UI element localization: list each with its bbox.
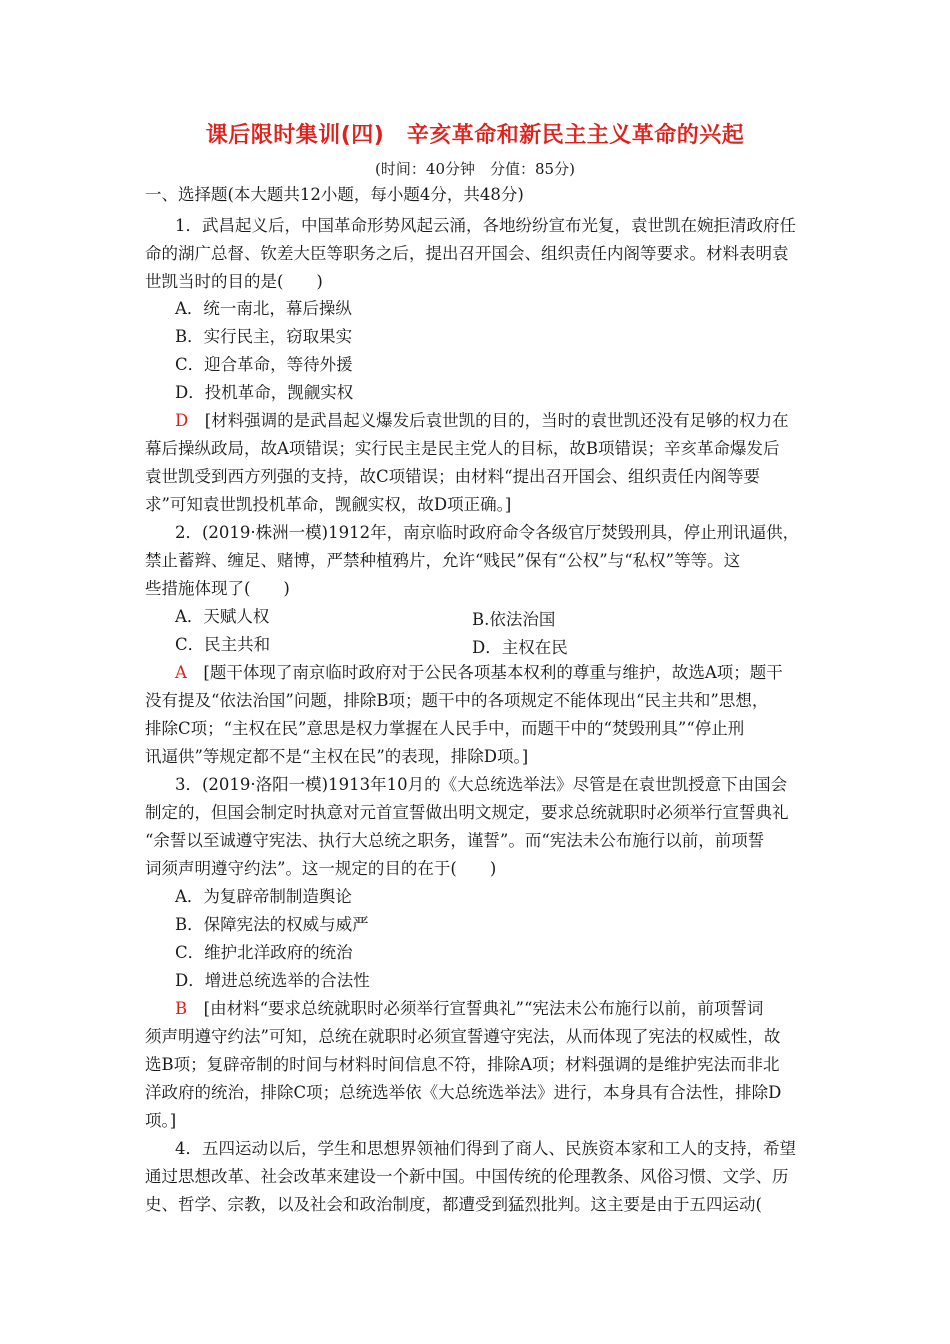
q2-option-d: D．主权在民 — [472, 638, 568, 657]
q1-option-b: B．实行民主，窃取果实 — [175, 327, 353, 346]
q2-explanation-line: 讯逼供”等规定都不是“主权在民”的表现，排除D项。] — [145, 747, 529, 766]
q3-explanation: [由材料“要求总统就职时必须举行宣誓典礼”“宪法未公布施行以前，前项誓词 — [203, 999, 764, 1018]
q3-stem-line: 词须声明遵守约法”。这一规定的目的在于( ) — [145, 859, 497, 878]
q1-answer-line — [175, 410, 789, 432]
q3-explanation-line: 洋政府的统治，排除C项；总统选举依《大总统选举法》进行，本身具有合法性，排除D — [145, 1083, 782, 1102]
q2-option-b: B.依法治国 — [472, 610, 556, 629]
q1-explanation: [材料强调的是武昌起义爆发后袁世凯的目的，当时的袁世凯还没有足够的权力在 — [204, 411, 789, 430]
q4-stem-line: 4．五四运动以后，学生和思想界领袖们得到了商人、民族资本家和工人的支持，希望 — [175, 1139, 796, 1158]
q2-answer-line — [175, 662, 783, 684]
q1-stem-line: 世凯当时的目的是( ) — [145, 272, 323, 291]
q2-answer: A — [175, 663, 187, 682]
q2-stem-line: 2．(2019·株洲一模)1912年，南京临时政府命令各级官厅焚毁刑具，停止刑讯逼供， — [175, 523, 800, 542]
q1-explanation-line: 袁世凯受到西方列强的支持，故C项错误；由材料“提出召开国会、组织责任内阁等要 — [145, 467, 761, 486]
q2-explanation-line: 排除C项；“主权在民”意思是权力掌握在人民手中，而题干中的“焚毁刑具”“停止刑 — [145, 719, 745, 738]
q3-stem-line: 制定的，但国会制定时执意对元首宣誓做出明文规定，要求总统就职时必须举行宣誓典礼 — [145, 803, 789, 822]
q1-answer: D — [175, 411, 189, 430]
q1-explanation-line: 求”可知袁世凯投机革命，觊觎实权，故D项正确。] — [145, 495, 512, 514]
q3-explanation-line: 选B项；复辟帝制的时间与材料时间信息不符，排除A项；材料强调的是维护宪法而非北 — [145, 1055, 780, 1074]
q1-option-d: D．投机革命，觊觎实权 — [175, 383, 354, 402]
q3-answer-line — [175, 998, 763, 1020]
q3-answer: B — [175, 999, 188, 1018]
q1-stem-line: 1．武昌起义后，中国革命形势风起云涌，各地纷纷宣布光复，袁世凯在婉拒清政府任 — [175, 216, 796, 235]
q2-option-a: A．天赋人权 — [175, 607, 270, 626]
q2-explanation: [题干体现了南京临时政府对于公民各项基本权利的尊重与维护，故选A项；题干 — [203, 663, 783, 682]
page-title: 课后限时集训(四) 辛亥革命和新民主主义革命的兴起 — [205, 123, 745, 148]
q3-option-a: A．为复辟帝制制造舆论 — [175, 887, 352, 906]
q3-explanation-line: 项。] — [145, 1111, 177, 1130]
q3-stem-line: “余誓以至诚遵守宪法、执行大总统之职务，谨誓”。而“宪法未公布施行以前，前项誓 — [145, 831, 765, 850]
q2-explanation-line: 没有提及“依法治国”问题，排除B项；题干中的各项规定不能体现出“民主共和”思想， — [145, 691, 769, 710]
q3-option-d: D．增进总统选举的合法性 — [175, 971, 370, 990]
q2-stem-line: 禁止蓄辫、缠足、赌博，严禁种植鸦片，允许“贱民”保有“公权”与“私权”等等。这 — [145, 551, 741, 570]
q2-option-c: C．民主共和 — [175, 635, 271, 654]
q2-stem-line: 些措施体现了( ) — [145, 579, 290, 598]
section-heading: 一、选择题(本大题共12小题，每小题4分，共48分) — [145, 185, 524, 204]
q1-stem-line: 命的湖广总督、钦差大臣等职务之后，提出召开国会、组织责任内阁等要求。材料表明袁 — [145, 244, 789, 263]
page-subtitle: (时间：40分钟 分值：85分) — [375, 160, 575, 178]
q1-explanation-line: 幕后操纵政局，故A项错误；实行民主是民主党人的目标，故B项错误；辛亥革命爆发后 — [145, 439, 780, 458]
q3-option-c: C．维护北洋政府的统治 — [175, 943, 353, 962]
q3-stem-line: 3．(2019·洛阳一模)1913年10月的《大总统选举法》尽管是在袁世凯授意下由国会 — [175, 775, 788, 794]
q1-option-a: A．统一南北，幕后操纵 — [175, 299, 352, 318]
q1-option-c: C．迎合革命，等待外援 — [175, 355, 353, 374]
q3-option-b: B．保障宪法的权威与威严 — [175, 915, 369, 934]
q4-stem-line: 史、哲学、宗教，以及社会和政治制度，都遭受到猛烈批判。这主要是由于五四运动( — [145, 1195, 762, 1214]
q4-stem-line: 通过思想改革、社会改革来建设一个新中国。中国传统的伦理教条、风俗习惯、文学、历 — [145, 1167, 789, 1186]
q3-explanation-line: 须声明遵守约法”可知，总统在就职时必须宣誓遵守宪法，从而体现了宪法的权威性，故 — [145, 1027, 781, 1046]
